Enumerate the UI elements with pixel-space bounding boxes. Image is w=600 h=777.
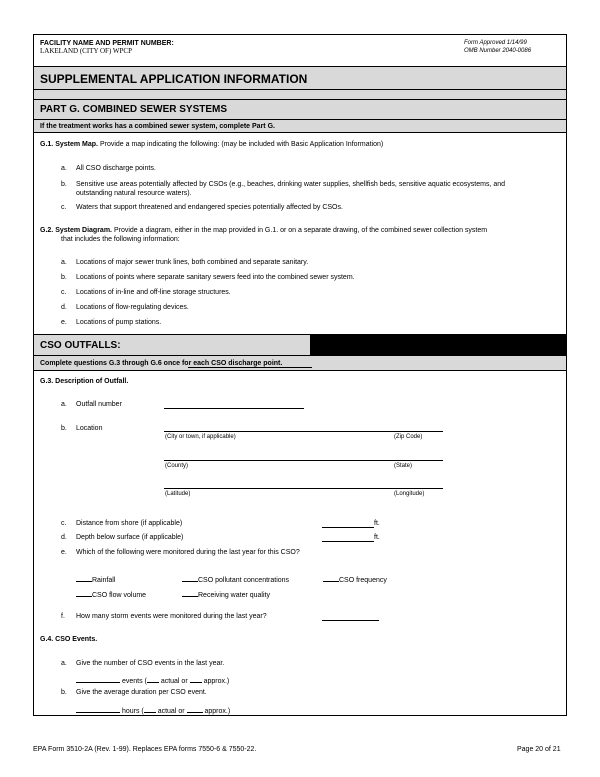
g3-a-letter: a. bbox=[61, 401, 67, 408]
g1-item-b: Sensitive use areas potentially affected by CSOs (e.g., beaches, drinking water supplies, shellfish beds, sensitive aquatic ecosystems, and bbox=[76, 181, 506, 188]
g2-item-d-letter: d. bbox=[61, 304, 67, 311]
g2-item-c-letter: c. bbox=[61, 289, 67, 296]
g2-item-c: Locations of in-line and off-line storage structures. bbox=[76, 289, 231, 296]
part-g-heading: PART G. COMBINED SEWER SYSTEMS bbox=[40, 104, 228, 115]
g2-item-b: Locations of points where separate sanitary sewers feed into the combined sewer system. bbox=[76, 274, 355, 281]
duration-field[interactable] bbox=[76, 704, 120, 713]
cso-instruction-underline bbox=[188, 367, 312, 368]
g3-e-letter: e. bbox=[61, 549, 67, 556]
g2-item-d: Locations of flow-regulating devices. bbox=[76, 304, 189, 311]
storm-events-field[interactable] bbox=[322, 620, 379, 621]
spacer-band bbox=[34, 90, 566, 99]
city-label: (City or town, if applicable) bbox=[165, 434, 236, 440]
g3-a-label: Outfall number bbox=[76, 401, 122, 408]
footer-page: Page 20 of 21 bbox=[517, 746, 561, 753]
g1-item-a: All CSO discharge points. bbox=[76, 165, 156, 172]
g3-d-label: Depth below surface (if applicable) bbox=[76, 534, 184, 541]
g2-item-a-letter: a. bbox=[61, 259, 67, 266]
events-approx-blank[interactable] bbox=[190, 674, 202, 683]
g3-f-label: How many storm events were monitored during the last year? bbox=[76, 613, 267, 620]
g4-a-label: Give the number of CSO events in the last year. bbox=[76, 660, 225, 667]
g3-b-letter: b. bbox=[61, 425, 67, 432]
g4-b-answer: hours ( actual or approx.) bbox=[76, 704, 230, 716]
g4-a-answer: events ( actual or approx.) bbox=[76, 674, 229, 686]
g1-item-a-letter: a. bbox=[61, 165, 67, 172]
distance-unit: ft. bbox=[374, 520, 380, 527]
g1-item-c-letter: c. bbox=[61, 204, 67, 211]
facility-value: LAKELAND (CITY OF) WPCP bbox=[40, 47, 132, 55]
facility-label: FACILITY NAME AND PERMIT NUMBER: bbox=[40, 40, 174, 47]
g2-item-a: Locations of major sewer trunk lines, both combined and separate sanitary. bbox=[76, 259, 309, 266]
g4-b-letter: b. bbox=[61, 689, 67, 696]
option-frequency[interactable]: CSO frequency bbox=[323, 573, 387, 585]
cso-events-count-field[interactable] bbox=[76, 674, 120, 683]
state-label: (State) bbox=[394, 463, 413, 469]
g1-item-c: Waters that support threatened and endangered species potentially affected by CSOs. bbox=[76, 204, 343, 211]
lat-long-field[interactable] bbox=[164, 488, 443, 489]
g3-c-letter: c. bbox=[61, 520, 67, 527]
duration-approx-blank[interactable] bbox=[187, 704, 203, 713]
city-zip-field[interactable] bbox=[164, 431, 443, 432]
cso-outfalls-heading: CSO OUTFALLS: bbox=[40, 340, 121, 351]
form-approved: Form Approved 1/14/99 bbox=[464, 40, 527, 46]
water-quality-checkbox[interactable] bbox=[182, 588, 198, 597]
option-rainfall[interactable]: Rainfall bbox=[76, 573, 115, 585]
g3-e-label: Which of the following were monitored during the last year for this CSO? bbox=[76, 549, 300, 556]
part-g-instruction: If the treatment works has a combined sewer system, complete Part G. bbox=[40, 123, 275, 130]
depth-field[interactable] bbox=[322, 541, 374, 542]
g2-item-e: Locations of pump stations. bbox=[76, 319, 162, 326]
distance-field[interactable] bbox=[322, 527, 374, 528]
g2-question: G.2. System Diagram. Provide a diagram, either in the map provided in G.1. or on a separate drawing, of the combined sewer collection system bbox=[40, 227, 488, 234]
g3-b-label: Location bbox=[76, 425, 103, 432]
g4-a-letter: a. bbox=[61, 660, 67, 667]
option-water-quality[interactable]: Receiving water quality bbox=[182, 588, 270, 600]
longitude-label: (Longitude) bbox=[394, 491, 425, 497]
zip-label: (Zip Code) bbox=[394, 434, 423, 440]
frequency-checkbox[interactable] bbox=[323, 573, 339, 582]
g3-heading: G.3. Description of Outfall. bbox=[40, 378, 129, 385]
page-title: SUPPLEMENTAL APPLICATION INFORMATION bbox=[40, 72, 308, 86]
g3-f-letter: f. bbox=[61, 613, 65, 620]
latitude-label: (Latitude) bbox=[165, 491, 191, 497]
outfall-number-field[interactable] bbox=[164, 408, 304, 409]
county-state-field[interactable] bbox=[164, 460, 443, 461]
g2-item-e-letter: e. bbox=[61, 319, 67, 326]
g2-item-b-letter: b. bbox=[61, 274, 67, 281]
g2-question-cont: that includes the following information: bbox=[61, 236, 180, 243]
cso-outfalls-black-bar bbox=[310, 335, 566, 355]
option-pollutant[interactable]: CSO pollutant concentrations bbox=[182, 573, 289, 585]
rainfall-checkbox[interactable] bbox=[76, 573, 92, 582]
county-label: (County) bbox=[165, 463, 189, 469]
flow-volume-checkbox[interactable] bbox=[76, 588, 92, 597]
g1-item-b-cont: outstanding natural resource waters). bbox=[76, 190, 192, 197]
g1-item-b-letter: b. bbox=[61, 181, 67, 188]
pollutant-checkbox[interactable] bbox=[182, 573, 198, 582]
option-flow-volume[interactable]: CSO flow volume bbox=[76, 588, 146, 600]
events-actual-blank[interactable] bbox=[147, 674, 159, 683]
g3-d-letter: d. bbox=[61, 534, 67, 541]
g3-c-label: Distance from shore (if applicable) bbox=[76, 520, 183, 527]
depth-unit: ft. bbox=[374, 534, 380, 541]
footer-form: EPA Form 3510-2A (Rev. 1-99). Replaces EPA forms 7550-6 & 7550-22. bbox=[33, 746, 257, 753]
g4-b-label: Give the average duration per CSO event. bbox=[76, 689, 207, 696]
cso-instruction: Complete questions G.3 through G.6 once for each CSO discharge point. bbox=[40, 360, 283, 367]
g4-heading: G.4. CSO Events. bbox=[40, 636, 98, 643]
omb-number: OMB Number 2040-0086 bbox=[464, 48, 532, 54]
g1-question: G.1. System Map. Provide a map indicating the following: (may be included with Basic Application Information) bbox=[40, 141, 384, 148]
duration-actual-blank[interactable] bbox=[144, 704, 156, 713]
